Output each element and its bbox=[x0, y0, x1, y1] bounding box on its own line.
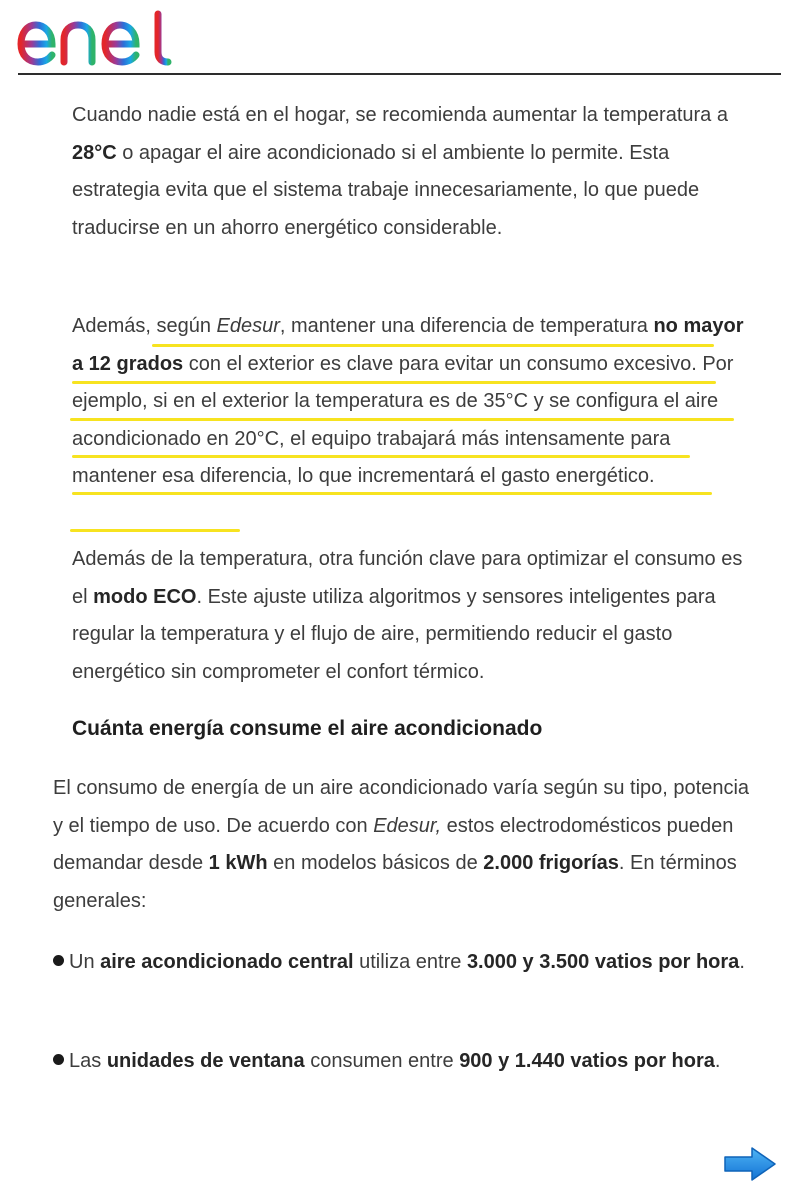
header-divider bbox=[18, 73, 781, 75]
list-item: Las unidades de ventana consumen entre 900 y 1.440 vatios por hora. bbox=[53, 1043, 753, 1081]
highlight-underline bbox=[70, 529, 240, 532]
bullet-icon bbox=[53, 955, 64, 966]
arrow-right-icon[interactable] bbox=[722, 1144, 778, 1184]
highlight-underline bbox=[72, 455, 690, 458]
paragraph-eco-mode: Además de la temperatura, otra función clave para optimizar el consumo es el modo ECO. Este ajuste utiliza algoritmos y sensores inteligentes para regular la temperatura y el flujo de aire, permitiendo reducir el gasto energético sin comprometer el confort térmico. bbox=[72, 548, 743, 683]
highlight-underline bbox=[152, 344, 714, 347]
paragraph-home-temperature: Cuando nadie está en el hogar, se recomienda aumentar la temperatura a 28°C o apagar el aire acondicionado si el ambiente lo permite. Esta estrategia evita que el sistema trabaje innecesariamente, lo que puede traducirse en un ahorro energético considerable. bbox=[72, 104, 728, 239]
paragraph-energy-consumption: El consumo de energía de un aire acondicionado varía según su tipo, potencia y el tiempo de uso. De acuerdo con Edesur, estos electrodomésticos pueden demandar desde 1 kWh en modelos básicos de 2.000 frigorías. En términos generales: bbox=[53, 777, 750, 912]
paragraph-temperature-difference: Además, según Edesur, mantener una diferencia de temperatura no mayor a 12 grados con el exterior es clave para evitar un consumo excesivo. Por ejemplo, si en el exterior la temperatura es de 35°C y se configura el aire acondicionado en 20°C, el equipo trabajará más intensamente para mantener esa diferencia, lo que incrementará el gasto energético. bbox=[72, 315, 744, 487]
site-header bbox=[0, 0, 800, 76]
highlight-underline bbox=[72, 492, 712, 495]
logo-text: enel bbox=[16, 8, 18, 9]
list-item: Un aire acondicionado central utiliza entre 3.000 y 3.500 vatios por hora. bbox=[53, 944, 753, 982]
section-heading: Cuánta energía consume el aire acondicionado bbox=[72, 717, 543, 740]
highlight-underline bbox=[70, 418, 734, 421]
bullet-icon bbox=[53, 1054, 64, 1065]
highlight-underline bbox=[72, 381, 716, 384]
enel-logo[interactable] bbox=[16, 8, 176, 68]
